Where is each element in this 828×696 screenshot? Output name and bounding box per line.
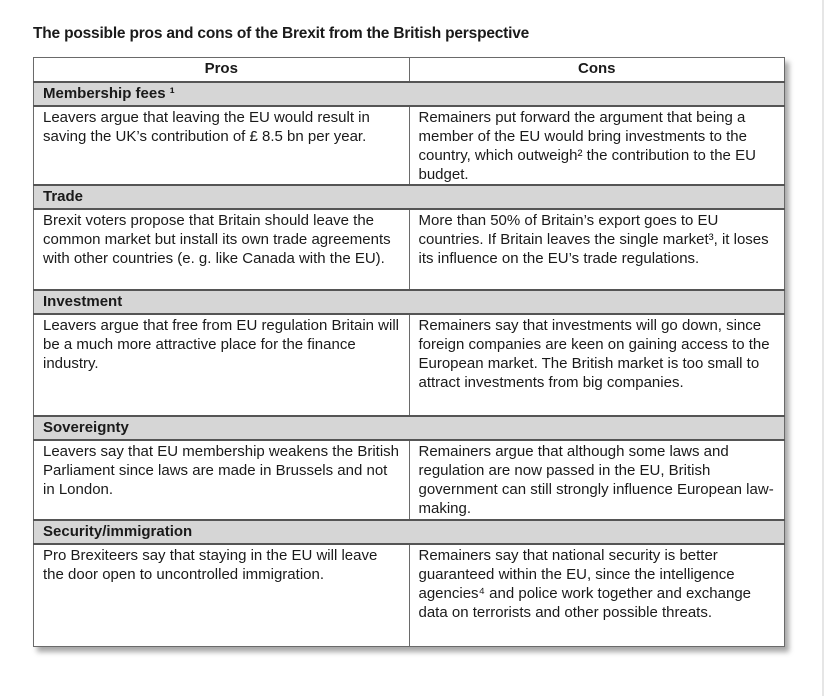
category-row <box>34 290 785 314</box>
page-edge-divider <box>822 0 824 696</box>
table-header-row <box>34 58 785 83</box>
category-row <box>34 520 785 544</box>
table-row <box>34 106 785 185</box>
cons-cell: More than 50% of Britain’s export goes to EU countries. If Britain leaves the single market³, it loses its influence on the EU’s trade regulations. <box>409 209 785 290</box>
pros-cell: Brexit voters propose that Britain should leave the common market but install its own trade agreements with other countries (e. g. like Canada with the EU). <box>34 209 410 290</box>
table-row <box>34 440 785 520</box>
category-label: Sovereignty <box>34 416 785 440</box>
pros-cons-table <box>33 57 785 647</box>
category-row <box>34 82 785 106</box>
pros-cell: Leavers argue that leaving the EU would result in saving the UK’s contribution of £ 8.5 bn per year. <box>34 106 410 185</box>
table-row <box>34 314 785 416</box>
category-label: Trade <box>34 185 785 209</box>
cons-cell: Remainers put forward the argument that being a member of the EU would bring investments to the country, which outweigh² the contribution to the EU budget. <box>409 106 785 185</box>
table-row <box>34 544 785 646</box>
cons-cell: Remainers say that investments will go down, since foreign companies are keen on gaining access to the European market. The British market is too small to attract investments from big companies. <box>409 314 785 416</box>
table-row <box>34 209 785 290</box>
header-pros: Pros <box>34 58 410 83</box>
cons-cell: Remainers argue that although some laws and regulation are now passed in the EU, British government can still strongly influence European law-making. <box>409 440 785 520</box>
document-title: The possible pros and cons of the Brexit from the British perspective <box>33 25 530 42</box>
pros-cell: Leavers say that EU membership weakens the British Parliament since laws are made in Brussels and not in London. <box>34 440 410 520</box>
pros-cell: Pro Brexiteers say that staying in the EU will leave the door open to uncontrolled immigration. <box>34 544 410 646</box>
category-label: Membership fees ¹ <box>34 82 785 106</box>
header-cons: Cons <box>409 58 785 83</box>
category-row <box>34 416 785 440</box>
category-row <box>34 185 785 209</box>
category-label: Investment <box>34 290 785 314</box>
category-label: Security/immigration <box>34 520 785 544</box>
cons-cell: Remainers say that national security is better guaranteed within the EU, since the intelligence agencies⁴ and police work together and exchange data on terrorists and other possible threats. <box>409 544 785 646</box>
pros-cell: Leavers argue that free from EU regulation Britain will be a much more attractive place for the finance industry. <box>34 314 410 416</box>
